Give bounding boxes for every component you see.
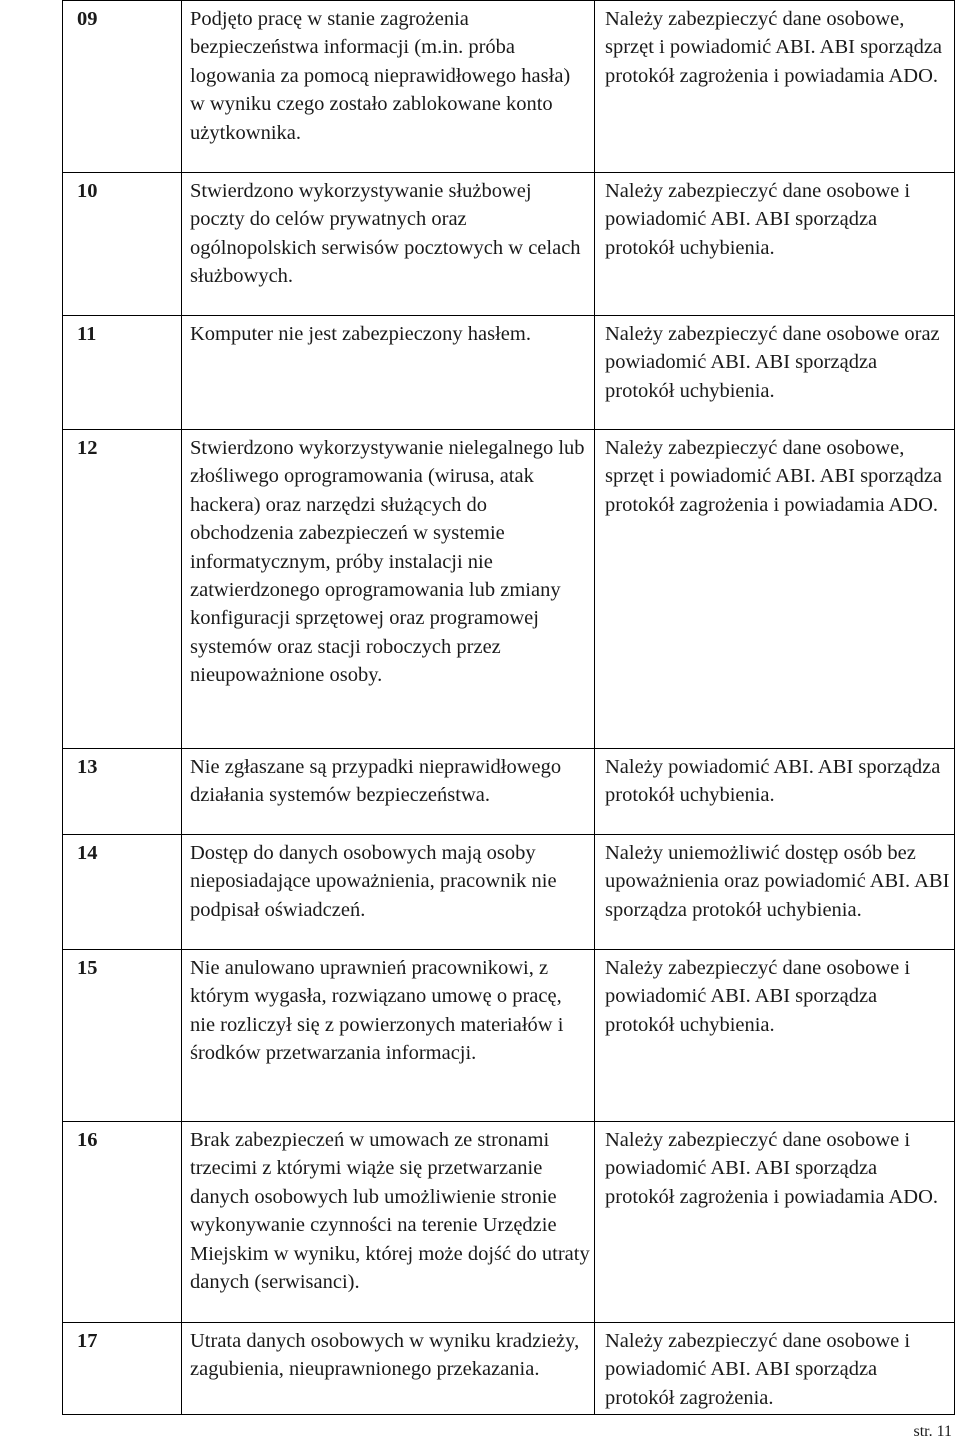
row-number: 17: [63, 1323, 182, 1415]
incident-description: Brak zabezpieczeń w umowach ze stronami trzecimi z którymi wiąże się przetwarzanie danych osobowych lub umożliwienie stronie wykonywanie czynności na terenie Urzędzie Miejskim w wyniku, której może dojść do utraty danych (serwisanci).: [182, 1122, 595, 1323]
page-number: str. 11: [913, 1423, 952, 1440]
table-row: [63, 835, 955, 950]
row-number: 15: [63, 950, 182, 1122]
incident-description: Stwierdzono wykorzystywanie nielegalnego lub złośliwego oprogramowania (wirusa, atak hackera) oraz narzędzi służących do obchodzenia zabezpieczeń w systemie informatycznym, próby instalacji nie zatwierdzonego oprogramowania lub zmiany konfiguracji sprzętowej oraz programowej systemów oraz stacji roboczych przez nieupoważnione osoby.: [182, 430, 595, 749]
required-action: Należy zabezpieczyć dane osobowe i powiadomić ABI. ABI sporządza protokół uchybienia.: [595, 950, 955, 1122]
table-row: [63, 430, 955, 749]
required-action: Należy zabezpieczyć dane osobowe i powiadomić ABI. ABI sporządza protokół zagrożenia.: [595, 1323, 955, 1415]
table-row: [63, 950, 955, 1122]
table-row: [63, 749, 955, 835]
row-number: 12: [63, 430, 182, 749]
incident-description: Stwierdzono wykorzystywanie służbowej poczty do celów prywatnych oraz ogólnopolskich serwisów pocztowych w celach służbowych.: [182, 173, 595, 316]
required-action: Należy powiadomić ABI. ABI sporządza protokół uchybienia.: [595, 749, 955, 835]
incident-description: Nie anulowano uprawnień pracownikowi, z którym wygasła, rozwiązano umowę o pracę, nie rozliczył się z powierzonych materiałów i środków przetwarzania informacji.: [182, 950, 595, 1122]
row-number: 16: [63, 1122, 182, 1323]
table-row: [63, 1323, 955, 1415]
required-action: Należy zabezpieczyć dane osobowe, sprzęt i powiadomić ABI. ABI sporządza protokół zagrożenia i powiadamia ADO.: [595, 1, 955, 173]
table-row: [63, 1122, 955, 1323]
row-number: 14: [63, 835, 182, 950]
incident-table: [62, 0, 955, 1415]
incident-description: Nie zgłaszane są przypadki nieprawidłowego działania systemów bezpieczeństwa.: [182, 749, 595, 835]
row-number: 13: [63, 749, 182, 835]
row-number: 09: [63, 1, 182, 173]
required-action: Należy zabezpieczyć dane osobowe oraz powiadomić ABI. ABI sporządza protokół uchybienia.: [595, 316, 955, 430]
required-action: Należy zabezpieczyć dane osobowe, sprzęt i powiadomić ABI. ABI sporządza protokół zagrożenia i powiadamia ADO.: [595, 430, 955, 749]
table-row: [63, 1, 955, 173]
incident-description: Komputer nie jest zabezpieczony hasłem.: [182, 316, 595, 430]
incident-description: Podjęto pracę w stanie zagrożenia bezpieczeństwa informacji (m.in. próba logowania za pomocą nieprawidłowego hasła) w wyniku czego zostało zablokowane konto użytkownika.: [182, 1, 595, 173]
incident-description: Dostęp do danych osobowych mają osoby nieposiadające upoważnienia, pracownik nie podpisał oświadczeń.: [182, 835, 595, 950]
required-action: Należy zabezpieczyć dane osobowe i powiadomić ABI. ABI sporządza protokół zagrożenia i powiadamia ADO.: [595, 1122, 955, 1323]
required-action: Należy uniemożliwić dostęp osób bez upoważnienia oraz powiadomić ABI. ABI sporządza protokół uchybienia.: [595, 835, 955, 950]
incident-description: Utrata danych osobowych w wyniku kradzieży, zagubienia, nieuprawnionego przekazania.: [182, 1323, 595, 1415]
table-row: [63, 316, 955, 430]
row-number: 10: [63, 173, 182, 316]
table-row: [63, 173, 955, 316]
required-action: Należy zabezpieczyć dane osobowe i powiadomić ABI. ABI sporządza protokół uchybienia.: [595, 173, 955, 316]
row-number: 11: [63, 316, 182, 430]
